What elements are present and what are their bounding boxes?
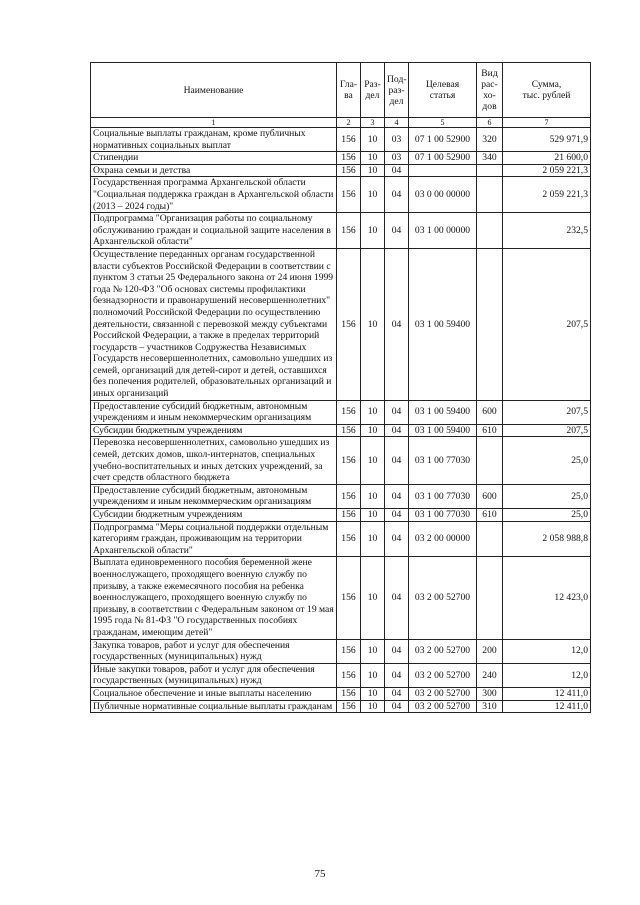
header-vid bbox=[477, 63, 503, 118]
row-glava: 156 bbox=[337, 639, 361, 663]
header-sum bbox=[503, 63, 591, 118]
table-row bbox=[91, 128, 591, 152]
row-name: Социальное обеспечение и иные выплаты населению bbox=[91, 687, 337, 700]
row-podrazdel: 04 bbox=[385, 663, 409, 687]
row-podrazdel: 04 bbox=[385, 213, 409, 249]
row-razdel: 10 bbox=[361, 484, 385, 508]
row-vid bbox=[477, 164, 503, 177]
table-row bbox=[91, 248, 591, 400]
table-row bbox=[91, 164, 591, 177]
row-glava: 156 bbox=[337, 152, 361, 165]
row-vid bbox=[477, 213, 503, 249]
row-name: Перевозка несовершеннолетних, самовольно ушедших из семей, детских домов, школ-интернатов, специальных учебно-воспитательных и иных детских учреждений, за счет средств областного бюджета bbox=[91, 437, 337, 484]
table-header-row bbox=[91, 63, 591, 118]
table-row bbox=[91, 663, 591, 687]
row-name: Предоставление субсидий бюджетным, автономным учреждениям и иным некоммерческим организациям bbox=[91, 400, 337, 424]
row-vid: 340 bbox=[477, 152, 503, 165]
row-sum: 12,0 bbox=[503, 663, 591, 687]
row-glava: 156 bbox=[337, 177, 361, 213]
table-row bbox=[91, 509, 591, 522]
row-podrazdel: 04 bbox=[385, 484, 409, 508]
row-glava: 156 bbox=[337, 424, 361, 437]
row-glava: 156 bbox=[337, 557, 361, 639]
row-vid: 240 bbox=[477, 663, 503, 687]
column-number: 6 bbox=[477, 118, 503, 128]
row-vid bbox=[477, 557, 503, 639]
row-podrazdel: 04 bbox=[385, 639, 409, 663]
table-row bbox=[91, 437, 591, 484]
column-number: 4 bbox=[385, 118, 409, 128]
row-razdel: 10 bbox=[361, 177, 385, 213]
row-podrazdel: 04 bbox=[385, 557, 409, 639]
row-razdel: 10 bbox=[361, 213, 385, 249]
row-podrazdel: 03 bbox=[385, 152, 409, 165]
row-glava: 156 bbox=[337, 248, 361, 400]
row-vid: 610 bbox=[477, 509, 503, 522]
row-podrazdel: 04 bbox=[385, 248, 409, 400]
row-vid: 300 bbox=[477, 687, 503, 700]
table-row bbox=[91, 177, 591, 213]
row-vid: 310 bbox=[477, 700, 503, 713]
row-sum: 2 058 988,8 bbox=[503, 521, 591, 557]
row-name: Подпрограмма "Организация работы по социальному обслуживанию граждан и социальной защите населения в Архангельской области" bbox=[91, 213, 337, 249]
row-target bbox=[409, 164, 477, 177]
header-razdel-text: Раз- дел bbox=[364, 79, 381, 101]
row-podrazdel: 04 bbox=[385, 687, 409, 700]
row-sum: 207,5 bbox=[503, 248, 591, 400]
header-podrazdel-text: Под- раз- дел bbox=[387, 73, 407, 107]
table-row bbox=[91, 639, 591, 663]
row-razdel: 10 bbox=[361, 687, 385, 700]
row-target: 03 2 00 52700 bbox=[409, 687, 477, 700]
row-sum: 207,5 bbox=[503, 424, 591, 437]
row-name: Выплата единовременного пособия беременной жене военнослужащего, проходящего военную службу по призыву, а также ежемесячного пособия на ребенка военнослужащего, проходящего военную службу по призыву, в соответствии с Федеральным законом от 19 мая 1995 года № 81-ФЗ "О государственных пособиях гражданам, имеющим детей" bbox=[91, 557, 337, 639]
row-name: Подпрограмма "Меры социальной поддержки отдельным категориям граждан, проживающим на территории Архангельской области" bbox=[91, 521, 337, 557]
column-number: 5 bbox=[409, 118, 477, 128]
row-name: Социальные выплаты гражданам, кроме публичных нормативных социальных выплат bbox=[91, 128, 337, 152]
row-razdel: 10 bbox=[361, 152, 385, 165]
table-row bbox=[91, 687, 591, 700]
row-target: 03 0 00 00000 bbox=[409, 177, 477, 213]
row-razdel: 10 bbox=[361, 509, 385, 522]
row-target: 03 2 00 52700 bbox=[409, 639, 477, 663]
row-razdel: 10 bbox=[361, 437, 385, 484]
row-razdel: 10 bbox=[361, 700, 385, 713]
row-glava: 156 bbox=[337, 437, 361, 484]
row-glava: 156 bbox=[337, 700, 361, 713]
row-sum: 21 600,0 bbox=[503, 152, 591, 165]
header-razdel bbox=[361, 63, 385, 118]
row-sum: 2 059 221,3 bbox=[503, 177, 591, 213]
row-name: Субсидии бюджетным учреждениям bbox=[91, 509, 337, 522]
row-glava: 156 bbox=[337, 663, 361, 687]
row-target: 03 1 00 00000 bbox=[409, 213, 477, 249]
table-row bbox=[91, 424, 591, 437]
row-vid: 610 bbox=[477, 424, 503, 437]
row-target: 03 1 00 59400 bbox=[409, 400, 477, 424]
row-razdel: 10 bbox=[361, 663, 385, 687]
row-vid bbox=[477, 437, 503, 484]
row-podrazdel: 04 bbox=[385, 509, 409, 522]
page-number: 75 bbox=[314, 868, 326, 880]
row-podrazdel: 04 bbox=[385, 521, 409, 557]
row-razdel: 10 bbox=[361, 557, 385, 639]
row-podrazdel: 04 bbox=[385, 700, 409, 713]
row-name: Стипендии bbox=[91, 152, 337, 165]
header-target-text: Целевая статья bbox=[425, 79, 460, 101]
row-razdel: 10 bbox=[361, 248, 385, 400]
row-sum: 529 971,9 bbox=[503, 128, 591, 152]
row-target: 03 1 00 59400 bbox=[409, 424, 477, 437]
column-number: 2 bbox=[337, 118, 361, 128]
row-name: Иные закупки товаров, работ и услуг для обеспечения государственных (муниципальных) нужд bbox=[91, 663, 337, 687]
row-sum: 25,0 bbox=[503, 509, 591, 522]
row-glava: 156 bbox=[337, 128, 361, 152]
row-target: 03 2 00 52700 bbox=[409, 557, 477, 639]
row-target: 07 1 00 52900 bbox=[409, 128, 477, 152]
row-razdel: 10 bbox=[361, 424, 385, 437]
column-number: 3 bbox=[361, 118, 385, 128]
row-name: Охрана семьи и детства bbox=[91, 164, 337, 177]
table-row bbox=[91, 152, 591, 165]
row-glava: 156 bbox=[337, 213, 361, 249]
row-name: Осуществление переданных органам государственной власти субъектов Российской Федерации в соответствии с пунктом 3 статьи 25 Федерального закона от 24 июня 1999 года № 120-ФЗ "Об основах системы профилактики безнадзорности и правонарушений несовершеннолетних" полномочий Российской Федерации по осуществлению деятельности, связанной с перевозкой между субъектами Российской Федерации, а также в пределах территорий государств – участников Содружества Независимых Государств несовершеннолетних, самовольно ушедших из семей, организаций для детей-сирот и детей, оставшихся без попечения родителей, образовательных организаций и иных организаций bbox=[91, 248, 337, 400]
header-glava-text: Гла- ва bbox=[339, 79, 358, 101]
row-vid bbox=[477, 248, 503, 400]
row-vid: 600 bbox=[477, 484, 503, 508]
header-vid-text: Вид рас- хо- дов bbox=[481, 68, 498, 112]
row-razdel: 10 bbox=[361, 521, 385, 557]
row-name: Предоставление субсидий бюджетным, автономным учреждениям и иным некоммерческим организациям bbox=[91, 484, 337, 508]
row-vid: 320 bbox=[477, 128, 503, 152]
row-glava: 156 bbox=[337, 164, 361, 177]
row-target: 03 1 00 77030 bbox=[409, 509, 477, 522]
row-podrazdel: 04 bbox=[385, 424, 409, 437]
table-row bbox=[91, 700, 591, 713]
row-sum: 12 411,0 bbox=[503, 700, 591, 713]
row-podrazdel: 04 bbox=[385, 400, 409, 424]
row-glava: 156 bbox=[337, 484, 361, 508]
header-name: Наименование bbox=[91, 63, 337, 118]
row-target: 03 1 00 59400 bbox=[409, 248, 477, 400]
table-row bbox=[91, 400, 591, 424]
column-number: 1 bbox=[91, 118, 337, 128]
row-target: 07 1 00 52900 bbox=[409, 152, 477, 165]
row-target: 03 1 00 77030 bbox=[409, 437, 477, 484]
row-glava: 156 bbox=[337, 521, 361, 557]
row-target: 03 2 00 52700 bbox=[409, 700, 477, 713]
row-razdel: 10 bbox=[361, 128, 385, 152]
row-vid bbox=[477, 177, 503, 213]
row-vid: 200 bbox=[477, 639, 503, 663]
table-row bbox=[91, 521, 591, 557]
row-target: 03 1 00 77030 bbox=[409, 484, 477, 508]
row-name: Государственная программа Архангельской области "Социальная поддержка граждан в Архангельской области (2013 – 2024 годы)" bbox=[91, 177, 337, 213]
row-sum: 12,0 bbox=[503, 639, 591, 663]
row-sum: 12 411,0 bbox=[503, 687, 591, 700]
header-podrazdel bbox=[385, 63, 409, 118]
row-sum: 207,5 bbox=[503, 400, 591, 424]
row-glava: 156 bbox=[337, 687, 361, 700]
row-glava: 156 bbox=[337, 509, 361, 522]
row-sum: 25,0 bbox=[503, 437, 591, 484]
row-glava: 156 bbox=[337, 400, 361, 424]
row-sum: 232,5 bbox=[503, 213, 591, 249]
table-row bbox=[91, 213, 591, 249]
row-podrazdel: 04 bbox=[385, 164, 409, 177]
row-razdel: 10 bbox=[361, 164, 385, 177]
row-vid bbox=[477, 521, 503, 557]
row-podrazdel: 04 bbox=[385, 437, 409, 484]
row-target: 03 2 00 00000 bbox=[409, 521, 477, 557]
row-podrazdel: 04 bbox=[385, 177, 409, 213]
row-sum: 12 423,0 bbox=[503, 557, 591, 639]
row-podrazdel: 03 bbox=[385, 128, 409, 152]
row-vid: 600 bbox=[477, 400, 503, 424]
table-row bbox=[91, 484, 591, 508]
header-target bbox=[409, 63, 477, 118]
row-razdel: 10 bbox=[361, 400, 385, 424]
column-number-row bbox=[91, 118, 591, 128]
table-row bbox=[91, 557, 591, 639]
row-name: Субсидии бюджетным учреждениям bbox=[91, 424, 337, 437]
row-target: 03 2 00 52700 bbox=[409, 663, 477, 687]
column-number: 7 bbox=[503, 118, 591, 128]
row-name: Публичные нормативные социальные выплаты гражданам bbox=[91, 700, 337, 713]
header-sum-text: Сумма, тыс. рублей bbox=[522, 79, 571, 101]
row-razdel: 10 bbox=[361, 639, 385, 663]
budget-table bbox=[90, 62, 591, 713]
row-name: Закупка товаров, работ и услуг для обеспечения государственных (муниципальных) нужд bbox=[91, 639, 337, 663]
header-glava bbox=[337, 63, 361, 118]
row-sum: 2 059 221,3 bbox=[503, 164, 591, 177]
row-sum: 25,0 bbox=[503, 484, 591, 508]
